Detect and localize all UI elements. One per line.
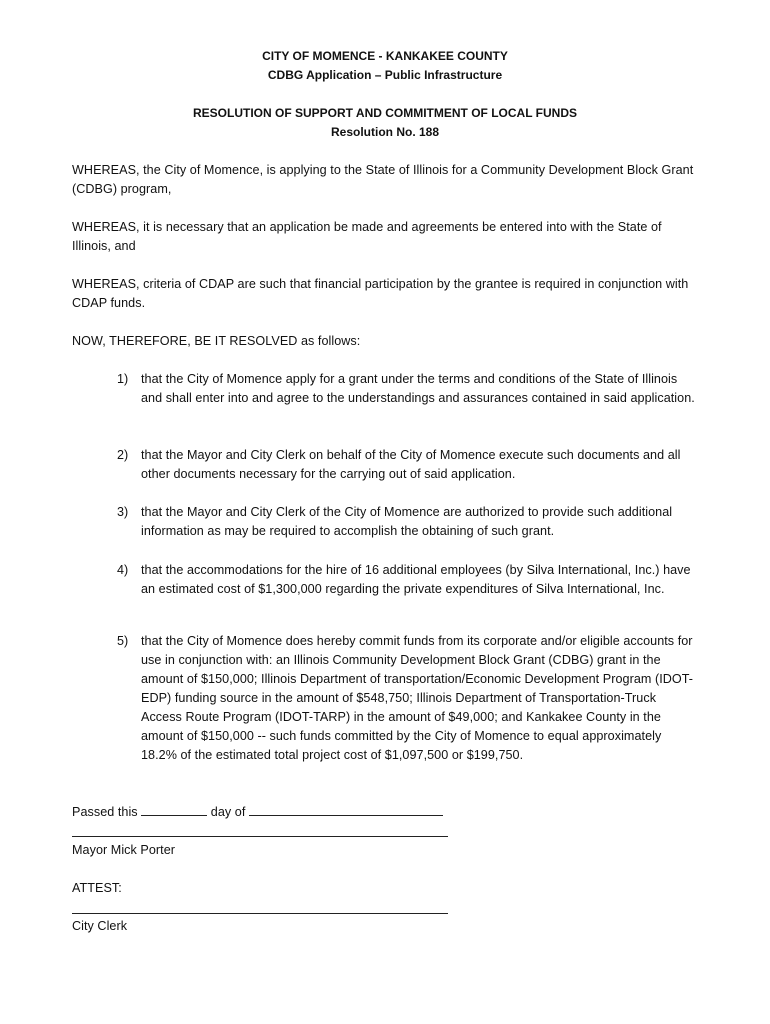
item-text: that the City of Momence apply for a grant under the terms and conditions of the State of Illinois and shall enter into and agree to the understandings and assurances contained in said application. xyxy=(141,372,695,405)
item-text: that the Mayor and City Clerk on behalf of the City of Momence execute such documents and all other documents necessary for the carrying out of said application. xyxy=(141,448,681,481)
item-number: 2) xyxy=(117,448,129,462)
passed-day-of: day of xyxy=(210,805,246,819)
passed-line xyxy=(72,803,698,822)
day-blank[interactable] xyxy=(141,803,207,816)
mayor-signature-line[interactable] xyxy=(72,836,448,837)
resolution-number: Resolution No. 188 xyxy=(330,125,440,139)
resolution-heading xyxy=(0,104,770,142)
clerk-title: City Clerk xyxy=(72,919,128,933)
item-text: that the Mayor and City Clerk of the City of Momence are authorized to provide such additional information as may be required to accomplish the obtaining of such grant. xyxy=(141,505,673,538)
resolution-item-4 xyxy=(117,561,699,599)
item-number: 5) xyxy=(117,634,129,648)
passed-prefix: Passed this xyxy=(72,805,138,819)
whereas-paragraph-1: WHEREAS, the City of Momence, is applying to the State of Illinois for a Community Development Block Grant (CDBG) program, xyxy=(72,163,694,196)
date-blank[interactable] xyxy=(249,803,443,816)
item-number: 4) xyxy=(117,563,129,577)
whereas-paragraph-3: WHEREAS, criteria of CDAP are such that financial participation by the grantee is required in conjunction with CDAP funds. xyxy=(72,277,689,310)
resolution-item-3 xyxy=(117,503,699,541)
whereas-paragraph-2: WHEREAS, it is necessary that an application be made and agreements be entered into with the State of Illinois, and xyxy=(72,220,662,253)
clerk-signature-line[interactable] xyxy=(72,913,448,914)
resolution-title: RESOLUTION OF SUPPORT AND COMMITMENT OF LOCAL FUNDS xyxy=(193,106,577,120)
item-number: 3) xyxy=(117,505,129,519)
document-header xyxy=(0,47,770,85)
header-city-county: CITY OF MOMENCE - KANKAKEE COUNTY xyxy=(262,49,508,63)
resolved-intro: NOW, THEREFORE, BE IT RESOLVED as follows: xyxy=(72,334,361,348)
resolution-item-1 xyxy=(117,370,699,408)
item-number: 1) xyxy=(117,372,129,386)
resolution-item-5 xyxy=(117,632,699,765)
item-text: that the accommodations for the hire of 16 additional employees (by Silva International, Inc.) have an estimated cost of $1,300,000 regarding the private expenditures of Silva International, Inc. xyxy=(141,563,691,596)
header-application: CDBG Application – Public Infrastructure xyxy=(267,68,503,82)
resolution-item-2 xyxy=(117,446,699,484)
attest-label: ATTEST: xyxy=(72,881,122,895)
item-text: that the City of Momence does hereby commit funds from its corporate and/or eligible accounts for use in conjunction with: an Illinois Community Development Block Grant (CDBG) grant in the amount of $150,000; Illinois Department of transportation/Economic Development Program (IDOT-EDP) funding source in the amount of $548,750; Illinois Department of Transportation-Truck Access Route Program (IDOT-TARP) in the amount of $49,000; and Kankakee County in the amount of $150,000 -- such funds committed by the City of Momence to equal approximately 18.2% of the estimated total project cost of $1,097,500 or $199,750. xyxy=(141,634,694,762)
mayor-name: Mayor Mick Porter xyxy=(72,843,176,857)
